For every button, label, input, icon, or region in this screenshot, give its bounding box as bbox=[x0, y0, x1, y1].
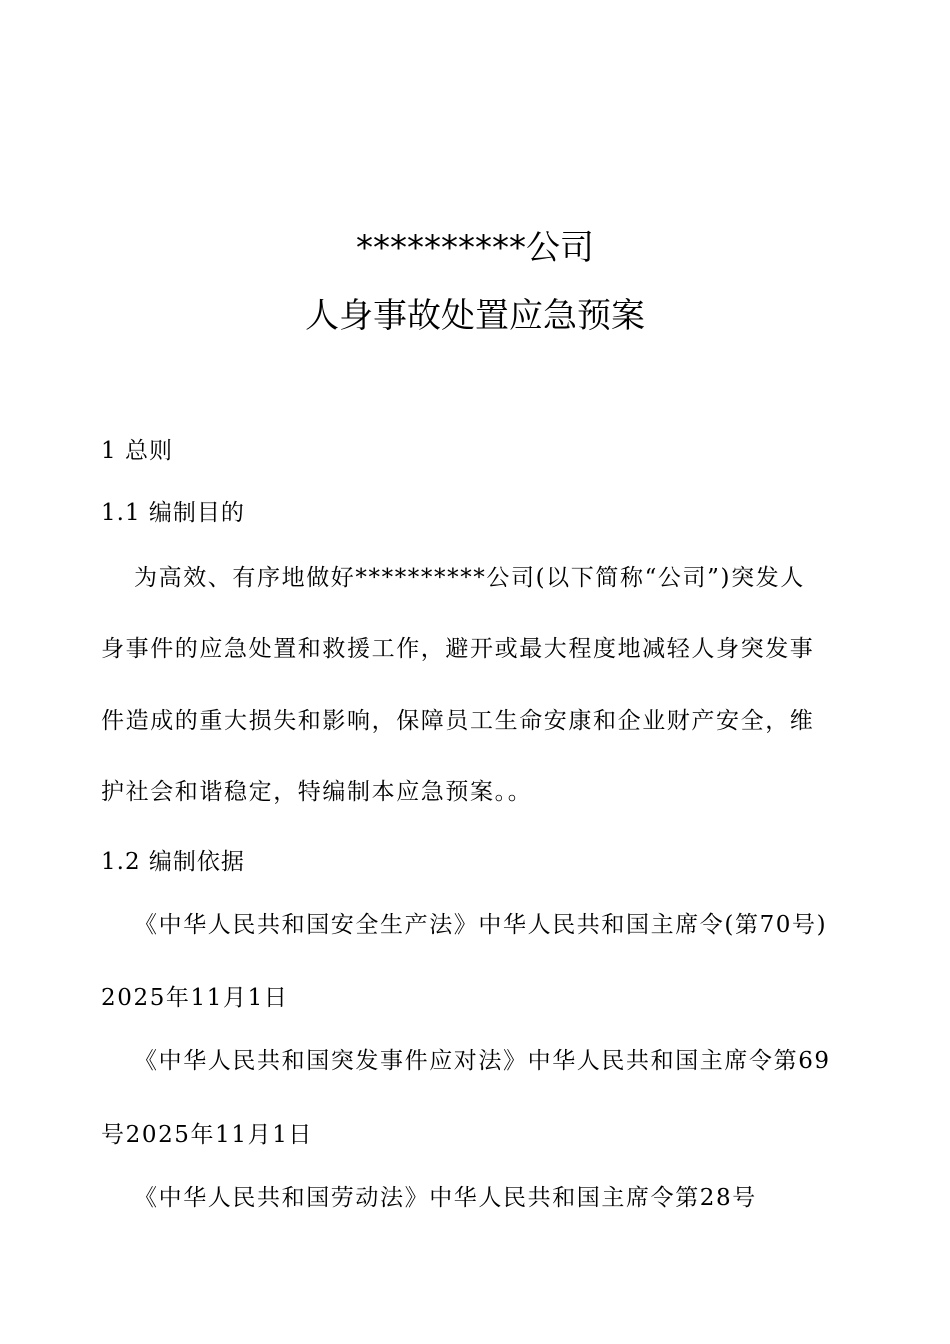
plan-title: 人身事故处置应急预案 bbox=[305, 296, 645, 336]
reference-line: 《中华人民共和国安全生产法》中华人民共和国主席令(第70号) bbox=[134, 912, 828, 938]
reference-line: 2025年11月1日 bbox=[101, 985, 289, 1011]
reference-line: 号2025年11月1日 bbox=[101, 1122, 314, 1148]
purpose-paragraph-line: 护社会和谐稳定，特编制本应急预案。。 bbox=[101, 779, 533, 805]
purpose-paragraph-line: 为高效、有序地做好**********公司(以下简称“公司”)突发人 bbox=[134, 565, 805, 591]
reference-line: 《中华人民共和国劳动法》中华人民共和国主席令第28号 bbox=[134, 1185, 757, 1211]
subsection-heading-basis: 1.2 编制依据 bbox=[101, 849, 245, 875]
company-title: **********公司 bbox=[356, 228, 594, 268]
purpose-paragraph-line: 件造成的重大损失和影响，保障员工生命安康和企业财产安全，维 bbox=[101, 708, 815, 734]
purpose-paragraph-line: 身事件的应急处置和救援工作，避开或最大程度地减轻人身突发事 bbox=[101, 636, 815, 662]
section-heading-general: 1 总则 bbox=[101, 438, 173, 464]
subsection-heading-purpose: 1.1 编制目的 bbox=[101, 500, 245, 526]
reference-line: 《中华人民共和国突发事件应对法》中华人民共和国主席令第69 bbox=[134, 1048, 831, 1074]
